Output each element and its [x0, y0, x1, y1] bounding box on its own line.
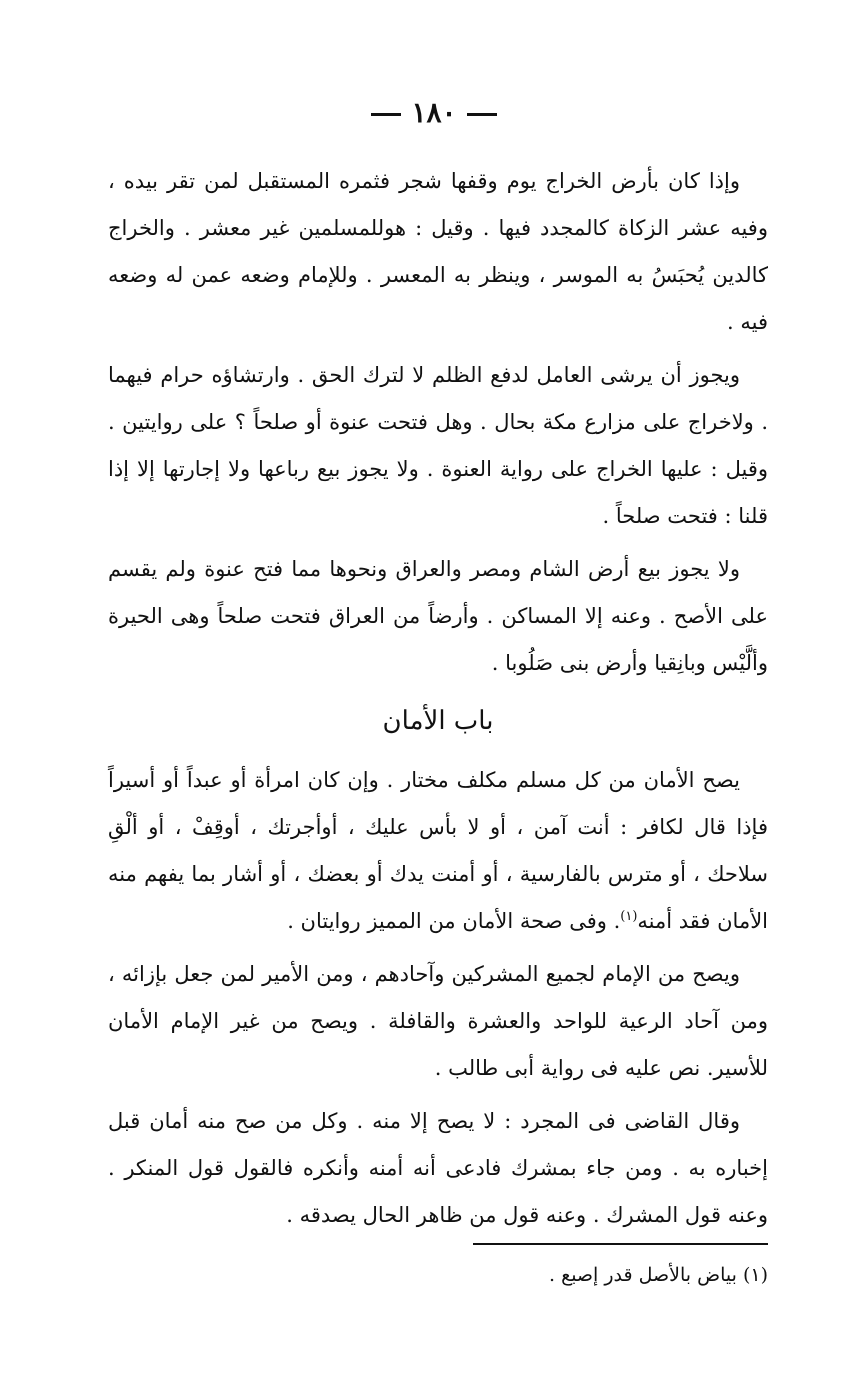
paragraph-imam-aman: ويصح من الإمام لجميع المشركين وآحادهم ، ومن الأمير لمن جعل بإزائه ، ومن آحاد الرعية للواحد والعشرة والقافلة . ويصح من غير الإمام الأمان للأسير. نص عليه فى رواية أبى طالب .	[108, 962, 769, 1080]
page-number-dash-left	[371, 113, 401, 116]
page-number	[0, 96, 868, 129]
footnote-divider	[473, 1243, 768, 1245]
aman-validity-text: يصح الأمان من كل مسلم مكلف مختار . وإن كان امرأة أو عبداً أو أسيراً فإذا قال لكافر : أنت آمن ، أو لا بأس عليك ، أوأجرتك ، أوقِفْ ، أو ألْقِ سلاحك ، أو مترس بالفارسية ، أو أمنت يدك أو بعضك ، أو أشار بما يفهم منه الأمان فقد أمنه	[108, 768, 768, 933]
page-number-text: ١٨٠	[411, 96, 457, 129]
paragraph-kharaj-trees: وإذا كان بأرض الخراج يوم وقفها شجر فثمره المستقبل لمن تقر بيده ، وفيه عشر الزكاة كالمجدد فيها . وقيل : هوللمسلمين غير معشر . والخراج كالدين يُحبَسُ به الموسر ، وينظر به المعسر . وللإمام وضعه عمن له وضعه فيه .	[108, 169, 768, 334]
footnote: (١) بياض بالأصل قدر إصبع .	[549, 1264, 768, 1286]
paragraph-qadi-view: وقال القاضى فى المجرد : لا يصح إلا منه . وكل من صح منه أمان قبل إخباره به . ومن جاء بمشرك فادعى أنه أمنه وأنكره فالقول قول المنكر . وعنه قول المشرك . وعنه قول من ظاهر الحال يصدقه .	[108, 1109, 768, 1227]
paragraph-sale-lands: ولا يجوز بيع أرض الشام ومصر والعراق ونحوها مما فتح عنوة ولم يقسم على الأصح . وعنه إلا المساكن . وأرضاً من العراق فتحت صلحاً وهى الحيرة وألَّيْس وبانِقيا وأرض بنى صَلُوبا .	[108, 557, 768, 675]
main-text	[108, 158, 768, 1245]
aman-validity-text-continued: . وفى صحة الأمان من المميز روايتان .	[287, 909, 621, 933]
paragraph-bribe: ويجوز أن يرشى العامل لدفع الظلم لا لترك الحق . وارتشاؤه حرام فيهما . ولاخراج على مزارع مكة بحال . وهل فتحت عنوة أو صلحاً ؟ على روايتين . وقيل : عليها الخراج على رواية العنوة . ولا يجوز بيع رباعها ولا إجارتها إلا إذا قلنا : فتحت صلحاً .	[108, 363, 768, 528]
footnote-reference-mark[interactable]: (١)	[620, 909, 638, 924]
page-number-dash-right	[467, 113, 497, 116]
paragraph-aman-validity	[108, 757, 768, 945]
section-heading: باب الأمان	[382, 706, 494, 736]
